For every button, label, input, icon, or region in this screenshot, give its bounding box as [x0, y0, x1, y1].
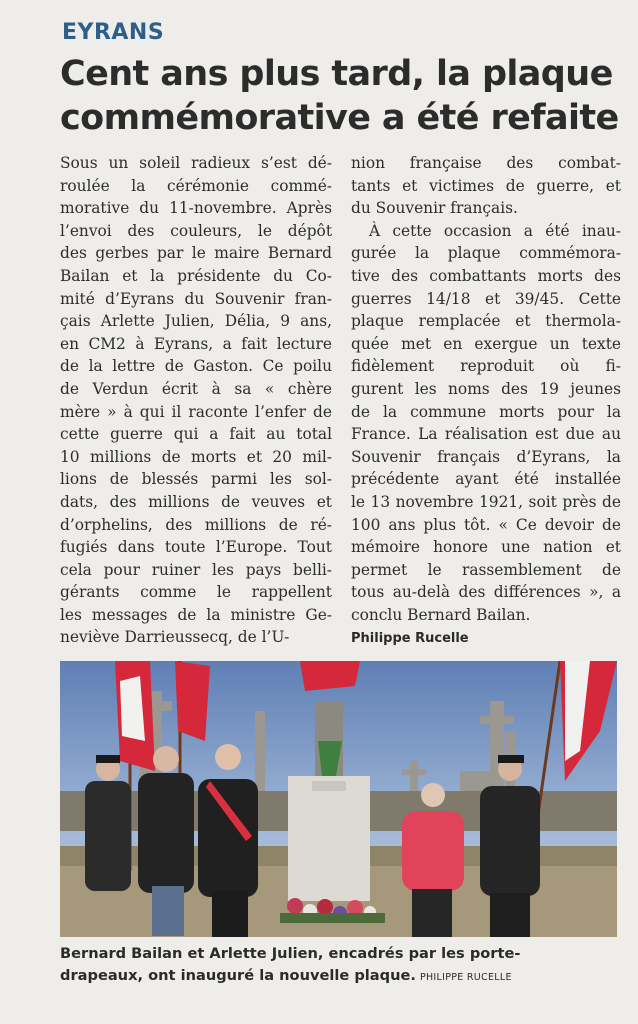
article-line: de Verdun écrit à sa « chère: [60, 379, 332, 398]
article-line: de la lettre de Gaston. Ce poilu: [60, 357, 332, 376]
article-line: en CM2 à Eyrans, a fait lecture: [60, 334, 332, 353]
article-line: Souvenir français d’Eyrans, la: [351, 447, 621, 466]
article-line: mité d’Eyrans du Souvenir fran-: [60, 289, 332, 308]
article-line: mémoire honore une nation et: [351, 538, 621, 557]
article-line: du Souvenir français.: [351, 199, 518, 218]
article-line: lions de blessés parmi les sol-: [60, 470, 332, 489]
article-line: conclu Bernard Bailan.: [351, 605, 531, 624]
article-line: nion française des combat-: [351, 154, 621, 172]
article-line: le 13 novembre 1921, soit près de: [351, 492, 621, 511]
article-line: permet le rassemblement de: [351, 560, 621, 579]
article-line: gurée la plaque commémora-: [351, 244, 621, 263]
article-line: quée met en exergue un texte: [351, 334, 621, 353]
article-line: d’orphelins, des millions de ré-: [60, 515, 332, 534]
photo-caption: [60, 943, 620, 989]
article-line: fugiés dans toute l’Europe. Tout: [60, 538, 332, 557]
article-line: gurent les noms des 19 jeunes: [351, 379, 621, 398]
article-line: tants et victimes de guerre, et: [351, 176, 621, 195]
caption-line-1: Bernard Bailan et Arlette Julien, encadrés par les porte-: [60, 945, 521, 962]
article-line: mère » à qui il raconte l’enfer de: [60, 402, 332, 421]
article-column-left: [60, 152, 332, 649]
caption-line-2: drapeaux, ont inauguré la nouvelle plaque.: [60, 967, 416, 984]
photo-credit: PHILIPPE RUCELLE: [419, 972, 512, 983]
event-photo: [60, 661, 617, 937]
article-line: fidèlement reproduit où fi-: [351, 357, 621, 376]
article-line: Bailan et la présidente du Co-: [60, 266, 332, 285]
byline: Philippe Rucelle: [351, 631, 469, 647]
article-line: cela pour ruiner les pays belli-: [60, 560, 332, 579]
article-line: précédente ayant été installée: [351, 470, 621, 489]
article-line: À cette occasion a été inau-: [369, 221, 621, 240]
article-line: tive des combattants morts des: [351, 266, 621, 285]
article-line: 10 millions de morts et 20 mil-: [60, 447, 332, 466]
article-line: gérants comme le rappellent: [60, 583, 332, 602]
article-line: morative du 11-novembre. Après: [60, 199, 332, 218]
article-line: roulée la cérémonie commé-: [60, 176, 332, 195]
article-line: plaque remplacée et thermola-: [351, 312, 621, 331]
article-line: dats, des millions de veuves et: [60, 492, 332, 511]
article-line: 100 ans plus tôt. « Ce devoir de: [351, 515, 621, 534]
article-line: guerres 14/18 et 39/45. Cette: [351, 289, 621, 308]
article-line: les messages de la ministre Ge-: [60, 605, 332, 624]
article-line: tous au-delà des différences », a: [351, 583, 621, 602]
section-kicker: EYRANS: [62, 20, 165, 45]
article-line: France. La réalisation est due au: [351, 425, 621, 444]
article-line: Sous un soleil radieux s’est dé-: [60, 154, 332, 172]
headline-line-2: commémorative a été refaite: [60, 98, 619, 138]
headline-line-1: Cent ans plus tard, la plaque: [60, 54, 613, 94]
article-line: des gerbes par le maire Bernard: [60, 244, 332, 263]
article-line: çais Arlette Julien, Délia, 9 ans,: [60, 312, 332, 331]
headline: [60, 52, 620, 140]
article-line: cette guerre qui a fait au total: [60, 425, 332, 444]
article-column-right: [351, 152, 621, 651]
article-line: de la commune morts pour la: [351, 402, 621, 421]
article-line: neviève Darrieussecq, de l’U-: [60, 628, 290, 647]
article-line: l’envoi des couleurs, le dépôt: [60, 221, 332, 240]
